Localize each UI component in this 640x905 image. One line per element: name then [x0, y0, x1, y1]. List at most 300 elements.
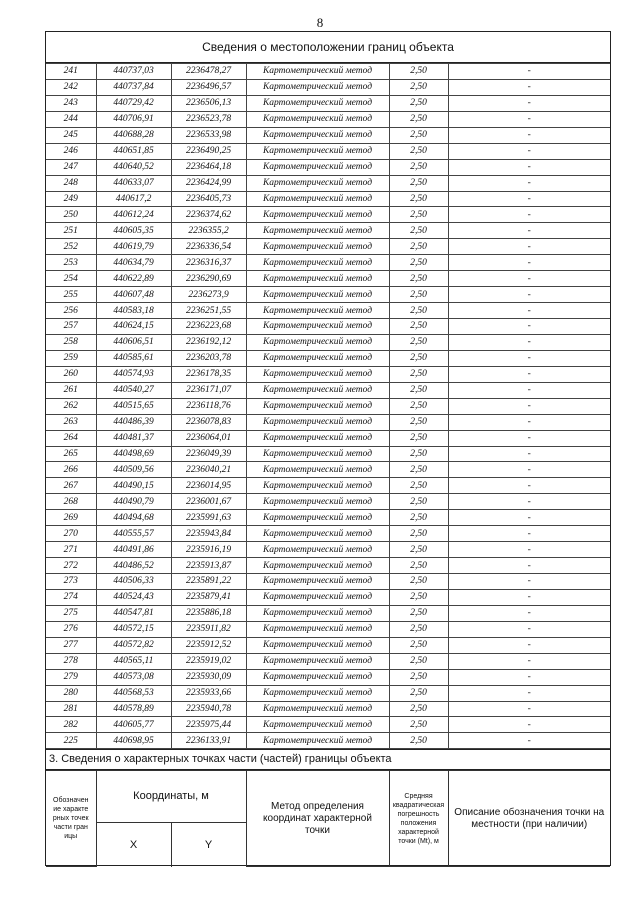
coord-y: 2235879,41 [171, 589, 246, 605]
description: - [448, 79, 610, 95]
col-description-header: Описание обозначения точки на местности (при наличии) [448, 771, 610, 867]
table-row [46, 510, 610, 526]
coord-x: 440491,86 [96, 542, 171, 558]
coord-y: 2236014,95 [171, 478, 246, 494]
point-number: 247 [46, 159, 96, 175]
method: Картометрический метод [246, 414, 389, 430]
coord-x: 440486,52 [96, 558, 171, 574]
coord-y: 2235940,78 [171, 701, 246, 717]
method: Картометрический метод [246, 64, 389, 80]
coord-x: 440490,15 [96, 478, 171, 494]
coord-x: 440624,15 [96, 319, 171, 335]
table-row [46, 207, 610, 223]
method: Картометрический метод [246, 494, 389, 510]
method: Картометрический метод [246, 669, 389, 685]
table-row [46, 414, 610, 430]
point-number: 263 [46, 414, 96, 430]
point-number: 260 [46, 366, 96, 382]
method: Картометрический метод [246, 239, 389, 255]
method: Картометрический метод [246, 191, 389, 207]
point-number: 266 [46, 462, 96, 478]
coord-x: 440737,84 [96, 79, 171, 95]
description: - [448, 478, 610, 494]
table-row [46, 287, 610, 303]
coord-x: 440486,39 [96, 414, 171, 430]
description: - [448, 685, 610, 701]
method: Картометрический метод [246, 382, 389, 398]
coord-x: 440585,61 [96, 350, 171, 366]
table-row [46, 589, 610, 605]
table-row [46, 239, 610, 255]
description: - [448, 366, 610, 382]
description: - [448, 589, 610, 605]
coord-x: 440572,82 [96, 637, 171, 653]
description: - [448, 255, 610, 271]
method: Картометрический метод [246, 558, 389, 574]
error-value: 2,50 [389, 271, 448, 287]
coord-y: 2236203,78 [171, 350, 246, 366]
coord-x: 440640,52 [96, 159, 171, 175]
error-value: 2,50 [389, 558, 448, 574]
description: - [448, 621, 610, 637]
coord-y: 2236355,2 [171, 223, 246, 239]
coord-x: 440572,15 [96, 621, 171, 637]
coord-x: 440706,91 [96, 111, 171, 127]
table-row [46, 621, 610, 637]
point-number: 242 [46, 79, 96, 95]
coord-y: 2236273,9 [171, 287, 246, 303]
table-row [46, 526, 610, 542]
method: Картометрический метод [246, 350, 389, 366]
coord-y: 2235911,82 [171, 621, 246, 637]
col-error-header: Средняя квадратическая погрешность положения характерной точки (Mt), м [389, 771, 448, 867]
coord-x: 440688,28 [96, 127, 171, 143]
table-row [46, 159, 610, 175]
error-value: 2,50 [389, 143, 448, 159]
description: - [448, 558, 610, 574]
method: Картометрический метод [246, 319, 389, 335]
coord-y: 2236506,13 [171, 95, 246, 111]
section-title: Сведения о местоположении границ объекта [46, 32, 610, 63]
coord-y: 2236178,35 [171, 366, 246, 382]
coord-x: 440568,53 [96, 685, 171, 701]
section3-header-table [46, 770, 610, 867]
coord-y: 2236133,91 [171, 733, 246, 749]
method: Картометрический метод [246, 733, 389, 749]
table-row [46, 717, 610, 733]
description: - [448, 287, 610, 303]
method: Картометрический метод [246, 574, 389, 590]
table-row [46, 111, 610, 127]
description: - [448, 223, 610, 239]
coord-x: 440605,35 [96, 223, 171, 239]
table-row [46, 574, 610, 590]
coord-x: 440619,79 [96, 239, 171, 255]
description: - [448, 271, 610, 287]
point-number: 257 [46, 319, 96, 335]
error-value: 2,50 [389, 287, 448, 303]
method: Картометрический метод [246, 653, 389, 669]
description: - [448, 733, 610, 749]
method: Картометрический метод [246, 717, 389, 733]
coord-x: 440583,18 [96, 303, 171, 319]
document-frame [45, 31, 611, 866]
error-value: 2,50 [389, 462, 448, 478]
coord-y: 2235916,19 [171, 542, 246, 558]
description: - [448, 526, 610, 542]
method: Картометрический метод [246, 685, 389, 701]
method: Картометрический метод [246, 701, 389, 717]
method: Картометрический метод [246, 430, 389, 446]
description: - [448, 127, 610, 143]
error-value: 2,50 [389, 494, 448, 510]
error-value: 2,50 [389, 79, 448, 95]
method: Картометрический метод [246, 95, 389, 111]
error-value: 2,50 [389, 605, 448, 621]
boundary-points-table [46, 63, 610, 749]
method: Картометрический метод [246, 605, 389, 621]
description: - [448, 207, 610, 223]
error-value: 2,50 [389, 430, 448, 446]
method: Картометрический метод [246, 398, 389, 414]
point-number: 253 [46, 255, 96, 271]
coord-y: 2236001,67 [171, 494, 246, 510]
table-row [46, 733, 610, 749]
coord-x: 440540,27 [96, 382, 171, 398]
error-value: 2,50 [389, 127, 448, 143]
point-number: 274 [46, 589, 96, 605]
coord-y: 2236290,69 [171, 271, 246, 287]
section3-title: 3. Сведения о характерных точках части (частей) границы объекта [46, 749, 610, 770]
coord-x: 440573,08 [96, 669, 171, 685]
error-value: 2,50 [389, 223, 448, 239]
point-number: 249 [46, 191, 96, 207]
coord-y: 2235975,44 [171, 717, 246, 733]
coord-x: 440651,85 [96, 143, 171, 159]
error-value: 2,50 [389, 191, 448, 207]
coord-x: 440574,93 [96, 366, 171, 382]
method: Картометрический метод [246, 621, 389, 637]
error-value: 2,50 [389, 653, 448, 669]
coord-x: 440506,33 [96, 574, 171, 590]
error-value: 2,50 [389, 95, 448, 111]
coord-x: 440606,51 [96, 334, 171, 350]
coord-y: 2236078,83 [171, 414, 246, 430]
coord-x: 440565,11 [96, 653, 171, 669]
coord-x: 440490,79 [96, 494, 171, 510]
error-value: 2,50 [389, 510, 448, 526]
coord-y: 2236171,07 [171, 382, 246, 398]
table-row [46, 382, 610, 398]
coord-x: 440612,24 [96, 207, 171, 223]
table-row [46, 334, 610, 350]
coord-y: 2236523,78 [171, 111, 246, 127]
coord-y: 2236496,57 [171, 79, 246, 95]
coord-y: 2235943,84 [171, 526, 246, 542]
table-row [46, 271, 610, 287]
table-row [46, 542, 610, 558]
col-x-header: X [96, 823, 171, 867]
method: Картометрический метод [246, 542, 389, 558]
table-row [46, 64, 610, 80]
coord-y: 2236405,73 [171, 191, 246, 207]
coord-y: 2236478,27 [171, 64, 246, 80]
error-value: 2,50 [389, 64, 448, 80]
description: - [448, 446, 610, 462]
table-row [46, 446, 610, 462]
table-row [46, 95, 610, 111]
error-value: 2,50 [389, 414, 448, 430]
coord-x: 440633,07 [96, 175, 171, 191]
table-row [46, 701, 610, 717]
coord-x: 440617,2 [96, 191, 171, 207]
method: Картометрический метод [246, 159, 389, 175]
error-value: 2,50 [389, 111, 448, 127]
point-number: 254 [46, 271, 96, 287]
table-row [46, 398, 610, 414]
table-row [46, 255, 610, 271]
coord-y: 2236336,54 [171, 239, 246, 255]
coord-y: 2235886,18 [171, 605, 246, 621]
description: - [448, 637, 610, 653]
description: - [448, 398, 610, 414]
coord-x: 440605,77 [96, 717, 171, 733]
method: Картометрический метод [246, 446, 389, 462]
description: - [448, 143, 610, 159]
point-number: 259 [46, 350, 96, 366]
description: - [448, 191, 610, 207]
error-value: 2,50 [389, 319, 448, 335]
coord-x: 440547,81 [96, 605, 171, 621]
description: - [448, 462, 610, 478]
coord-x: 440634,79 [96, 255, 171, 271]
description: - [448, 494, 610, 510]
coord-y: 2235912,52 [171, 637, 246, 653]
method: Картометрический метод [246, 526, 389, 542]
point-number: 280 [46, 685, 96, 701]
method: Картометрический метод [246, 175, 389, 191]
table-row [46, 350, 610, 366]
coord-y: 2236464,18 [171, 159, 246, 175]
error-value: 2,50 [389, 701, 448, 717]
coord-x: 440622,89 [96, 271, 171, 287]
table-row [46, 79, 610, 95]
method: Картометрический метод [246, 79, 389, 95]
description: - [448, 653, 610, 669]
point-number: 269 [46, 510, 96, 526]
coord-y: 2236064,01 [171, 430, 246, 446]
method: Картометрический метод [246, 223, 389, 239]
coord-y: 2236316,37 [171, 255, 246, 271]
point-number: 262 [46, 398, 96, 414]
point-number: 251 [46, 223, 96, 239]
error-value: 2,50 [389, 542, 448, 558]
point-number: 268 [46, 494, 96, 510]
description: - [448, 95, 610, 111]
coord-x: 440524,43 [96, 589, 171, 605]
description: - [448, 303, 610, 319]
method: Картометрический метод [246, 334, 389, 350]
point-number: 279 [46, 669, 96, 685]
point-number: 278 [46, 653, 96, 669]
coord-y: 2235891,22 [171, 574, 246, 590]
page-number: 8 [316, 15, 324, 30]
table-row [46, 143, 610, 159]
point-number: 267 [46, 478, 96, 494]
description: - [448, 701, 610, 717]
error-value: 2,50 [389, 589, 448, 605]
description: - [448, 414, 610, 430]
description: - [448, 175, 610, 191]
description: - [448, 510, 610, 526]
error-value: 2,50 [389, 685, 448, 701]
coord-y: 2235933,66 [171, 685, 246, 701]
table-row [46, 319, 610, 335]
error-value: 2,50 [389, 733, 448, 749]
coord-x: 440509,56 [96, 462, 171, 478]
point-number: 272 [46, 558, 96, 574]
coord-x: 440494,68 [96, 510, 171, 526]
method: Картометрический метод [246, 510, 389, 526]
error-value: 2,50 [389, 526, 448, 542]
description: - [448, 319, 610, 335]
method: Картометрический метод [246, 255, 389, 271]
error-value: 2,50 [389, 334, 448, 350]
table-row [46, 430, 610, 446]
point-number: 264 [46, 430, 96, 446]
coord-y: 2235919,02 [171, 653, 246, 669]
point-number: 246 [46, 143, 96, 159]
description: - [448, 382, 610, 398]
method: Картометрический метод [246, 303, 389, 319]
coord-y: 2236118,76 [171, 398, 246, 414]
col-coords-header: Координаты, м [96, 771, 246, 823]
description: - [448, 334, 610, 350]
error-value: 2,50 [389, 637, 448, 653]
coord-y: 2236040,21 [171, 462, 246, 478]
method: Картометрический метод [246, 127, 389, 143]
coord-y: 2236251,55 [171, 303, 246, 319]
coord-y: 2236424,99 [171, 175, 246, 191]
coord-x: 440481,37 [96, 430, 171, 446]
error-value: 2,50 [389, 382, 448, 398]
coord-x: 440498,69 [96, 446, 171, 462]
description: - [448, 430, 610, 446]
error-value: 2,50 [389, 239, 448, 255]
table-row [46, 366, 610, 382]
coord-x: 440698,95 [96, 733, 171, 749]
error-value: 2,50 [389, 478, 448, 494]
table-row [46, 191, 610, 207]
point-number: 250 [46, 207, 96, 223]
table-row [46, 494, 610, 510]
method: Картометрический метод [246, 207, 389, 223]
point-number: 256 [46, 303, 96, 319]
coord-y: 2236223,68 [171, 319, 246, 335]
point-number: 245 [46, 127, 96, 143]
point-number: 225 [46, 733, 96, 749]
description: - [448, 542, 610, 558]
coord-x: 440578,89 [96, 701, 171, 717]
description: - [448, 239, 610, 255]
coord-x: 440515,65 [96, 398, 171, 414]
point-number: 265 [46, 446, 96, 462]
error-value: 2,50 [389, 350, 448, 366]
coord-y: 2236374,62 [171, 207, 246, 223]
table-row [46, 685, 610, 701]
description: - [448, 574, 610, 590]
coord-x: 440607,48 [96, 287, 171, 303]
table-row [46, 478, 610, 494]
method: Картометрический метод [246, 111, 389, 127]
col-point-header: Обозначение характерных точек части границы [46, 771, 96, 867]
error-value: 2,50 [389, 717, 448, 733]
coord-y: 2236533,98 [171, 127, 246, 143]
coord-y: 2236192,12 [171, 334, 246, 350]
table-row [46, 637, 610, 653]
point-number: 270 [46, 526, 96, 542]
coord-x: 440737,03 [96, 64, 171, 80]
description: - [448, 159, 610, 175]
coord-y: 2235913,87 [171, 558, 246, 574]
description: - [448, 64, 610, 80]
coord-y: 2236490,25 [171, 143, 246, 159]
error-value: 2,50 [389, 159, 448, 175]
error-value: 2,50 [389, 255, 448, 271]
point-number: 275 [46, 605, 96, 621]
table-row [46, 669, 610, 685]
table-row [46, 653, 610, 669]
error-value: 2,50 [389, 574, 448, 590]
method: Картометрический метод [246, 271, 389, 287]
coord-y: 2235930,09 [171, 669, 246, 685]
table-row [46, 605, 610, 621]
description: - [448, 111, 610, 127]
error-value: 2,50 [389, 366, 448, 382]
description: - [448, 350, 610, 366]
method: Картометрический метод [246, 478, 389, 494]
point-number: 271 [46, 542, 96, 558]
point-number: 255 [46, 287, 96, 303]
point-number: 252 [46, 239, 96, 255]
description: - [448, 605, 610, 621]
point-number: 248 [46, 175, 96, 191]
method: Картометрический метод [246, 589, 389, 605]
method: Картометрический метод [246, 637, 389, 653]
coord-y: 2235991,63 [171, 510, 246, 526]
coord-x: 440729,42 [96, 95, 171, 111]
coord-x: 440555,57 [96, 526, 171, 542]
point-number: 276 [46, 621, 96, 637]
description: - [448, 717, 610, 733]
coord-y: 2236049,39 [171, 446, 246, 462]
error-value: 2,50 [389, 303, 448, 319]
point-number: 282 [46, 717, 96, 733]
point-number: 258 [46, 334, 96, 350]
point-number: 277 [46, 637, 96, 653]
error-value: 2,50 [389, 669, 448, 685]
point-number: 243 [46, 95, 96, 111]
col-method-header: Метод определения координат характерной точки [246, 771, 389, 867]
description: - [448, 669, 610, 685]
point-number: 241 [46, 64, 96, 80]
point-number: 244 [46, 111, 96, 127]
error-value: 2,50 [389, 207, 448, 223]
table-row [46, 223, 610, 239]
table-row [46, 462, 610, 478]
point-number: 273 [46, 574, 96, 590]
point-number: 281 [46, 701, 96, 717]
